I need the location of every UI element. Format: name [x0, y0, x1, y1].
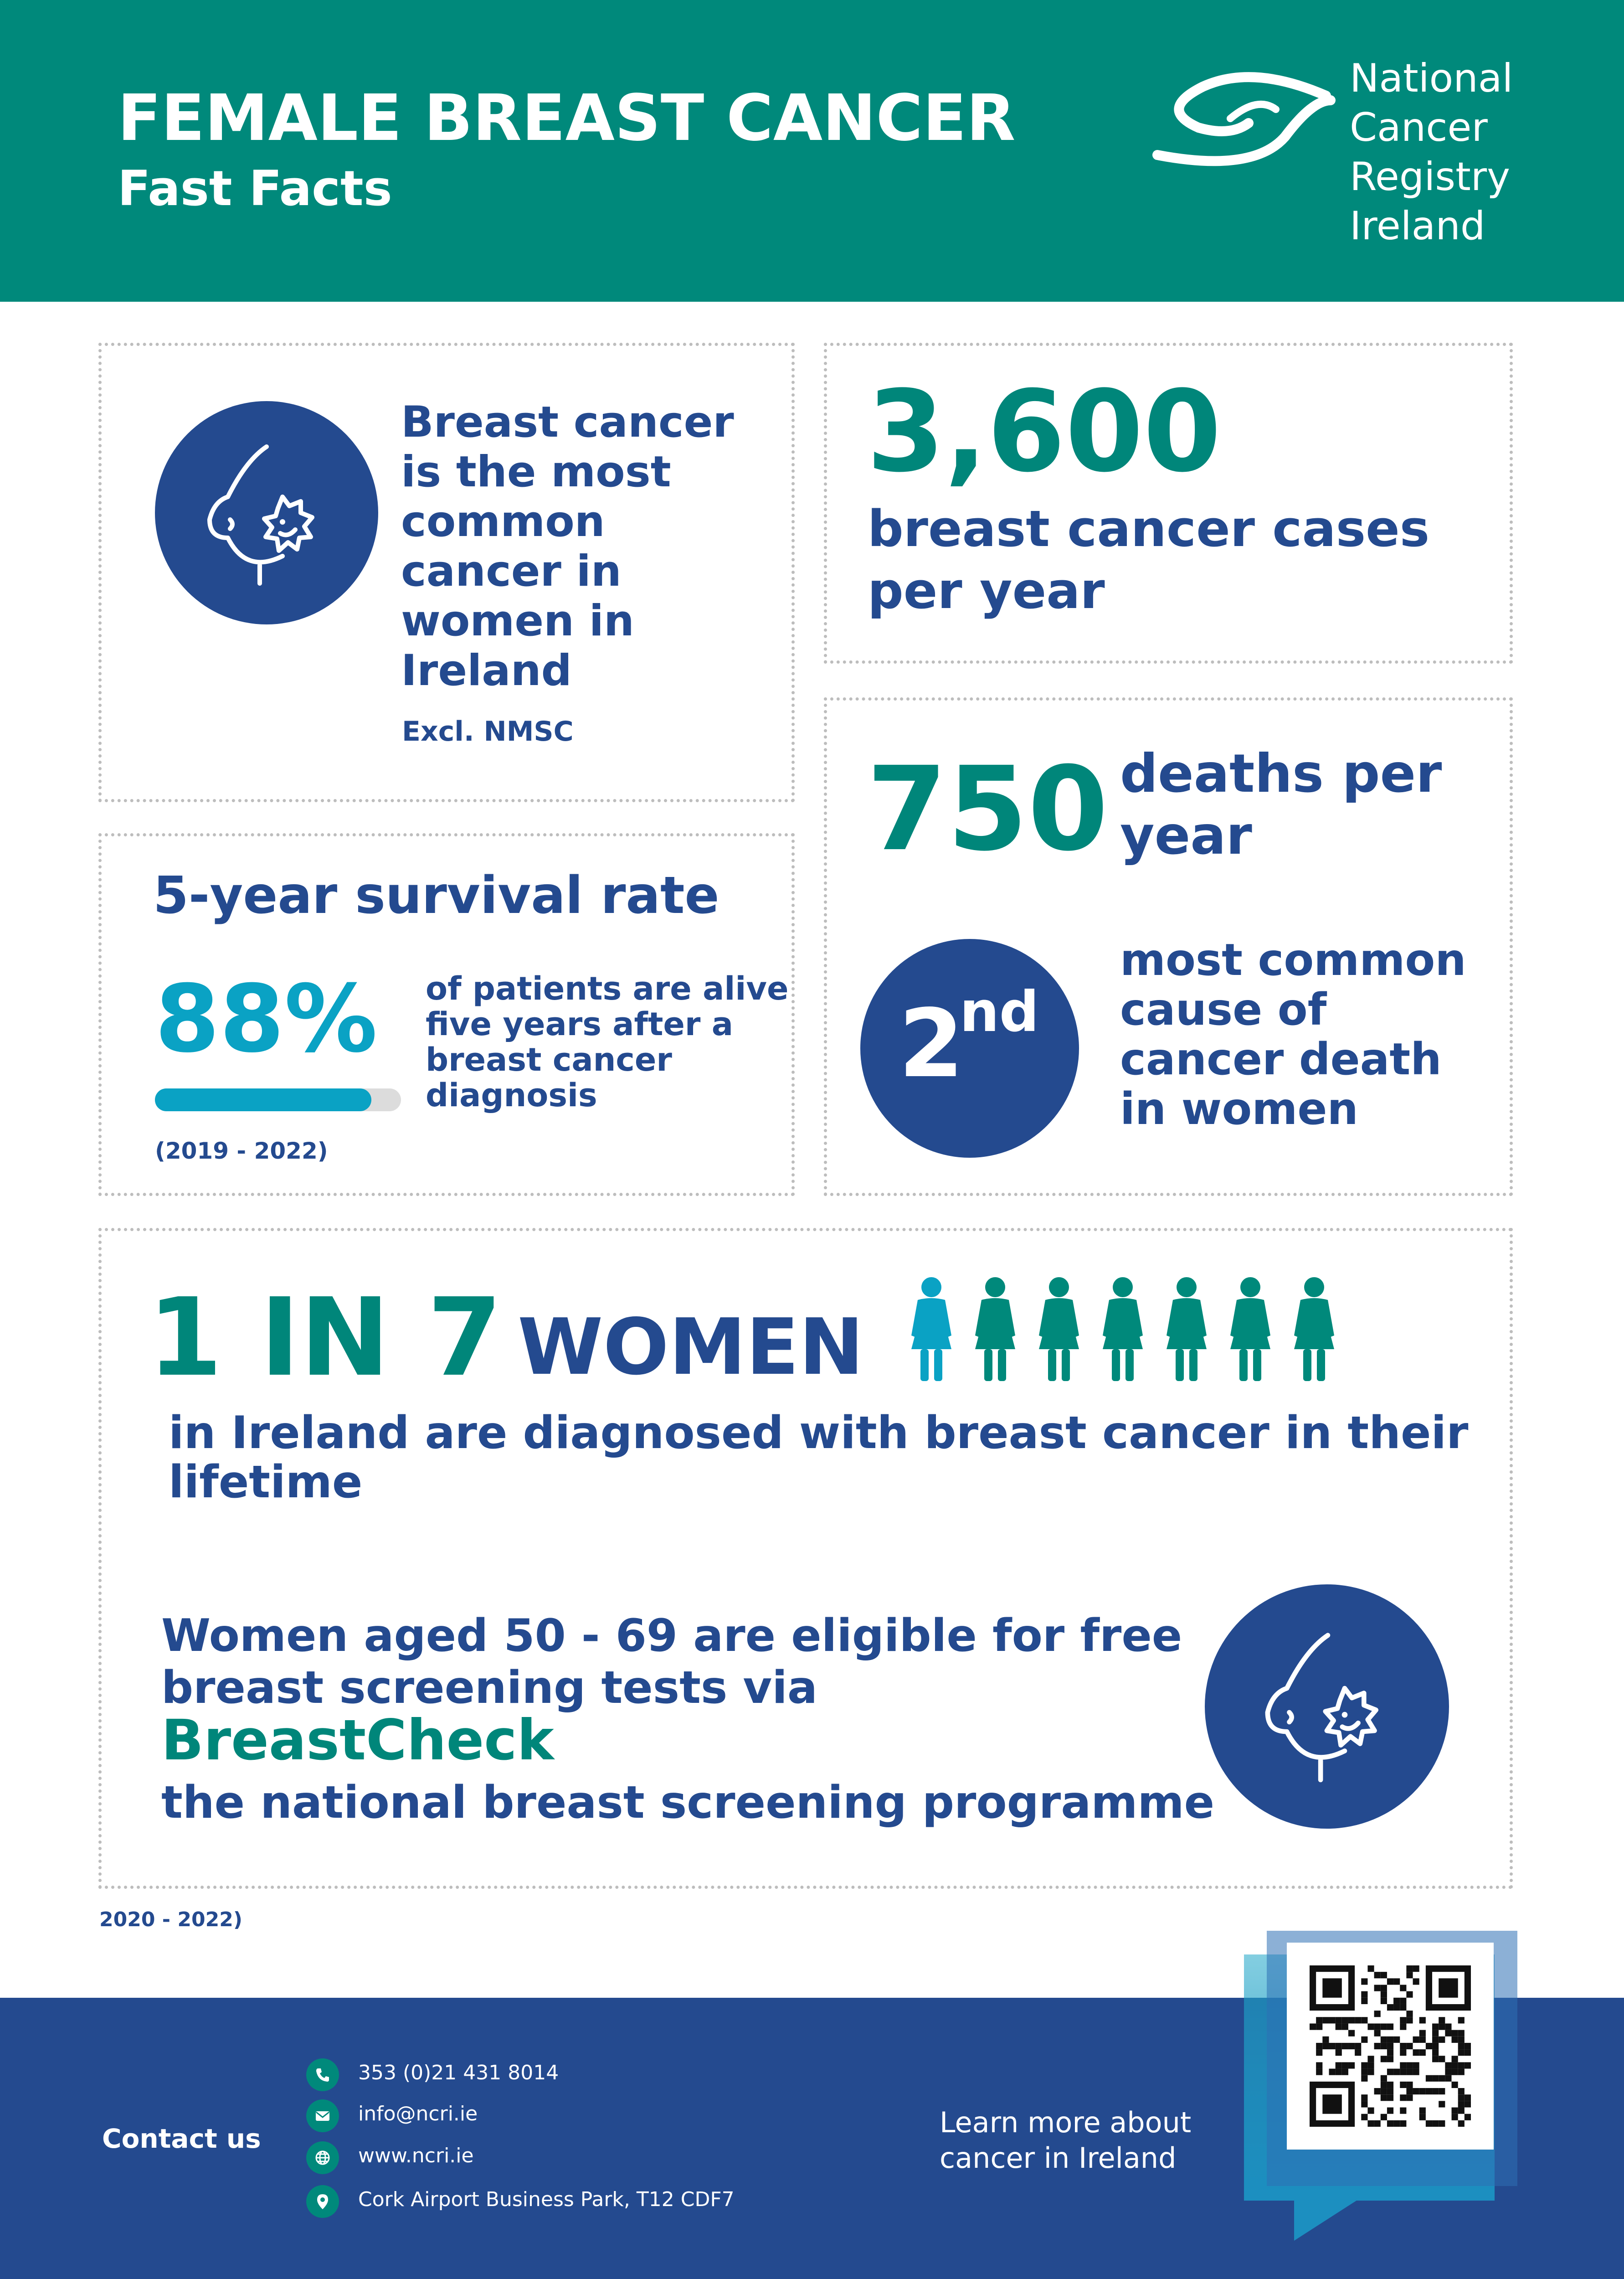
- woman-figure-icon: [1223, 1276, 1278, 1381]
- woman-figure-icon: [1095, 1276, 1150, 1381]
- lifetime-women: WOMEN: [518, 1302, 864, 1392]
- breast-icon-circle-2: [1205, 1584, 1449, 1829]
- women-figures: [904, 1276, 1346, 1381]
- org-name: National Cancer Registry Ireland: [1350, 56, 1513, 249]
- learn-more-text: Learn more about cancer in Ireland: [940, 2106, 1192, 2175]
- phone-icon: [306, 2058, 339, 2091]
- contact-phone[interactable]: 353 (0)21 431 8014: [358, 2061, 559, 2084]
- woman-figure-icon: [1032, 1276, 1086, 1381]
- rank-text: most common cause of cancer death in women: [1120, 934, 1466, 1134]
- breast-icon: [1248, 1621, 1408, 1789]
- page-title: FEMALE BREAST CANCER: [118, 81, 1016, 155]
- contact-label: Contact us: [102, 2123, 261, 2154]
- qr-code-icon: [1310, 1965, 1471, 2127]
- email-icon: [306, 2099, 339, 2132]
- most-common-text: Breast cancer is the most common cancer in women in Ireland: [401, 397, 734, 696]
- contact-address: Cork Airport Business Park, T12 CDF7: [358, 2188, 735, 2211]
- survival-percent: 88%: [155, 965, 378, 1073]
- woman-figure-icon: [1287, 1276, 1341, 1381]
- breast-icon-circle: [155, 401, 378, 624]
- rank-number: 2: [899, 989, 964, 1098]
- screening-tagline: the national breast screening programme: [161, 1777, 1215, 1829]
- survival-progress-track: [155, 1088, 401, 1111]
- woman-figure-icon: [904, 1276, 959, 1381]
- qr-code-panel[interactable]: [1287, 1943, 1494, 2150]
- lifetime-text: in Ireland are diagnosed with breast cancer in their lifetime: [169, 1407, 1469, 1508]
- cases-number: 3,600: [867, 367, 1222, 497]
- contact-website[interactable]: www.ncri.ie: [358, 2144, 474, 2167]
- contact-email[interactable]: info@ncri.ie: [358, 2102, 478, 2125]
- rank-suffix: nd: [960, 980, 1039, 1044]
- survival-progress-fill: [155, 1088, 371, 1111]
- breast-icon: [191, 433, 342, 593]
- rank-circle: [860, 939, 1079, 1158]
- woman-figure-icon: [968, 1276, 1023, 1381]
- survival-period: (2019 - 2022): [155, 1138, 328, 1164]
- exclusion-note: Excl. NMSC: [402, 716, 574, 748]
- screening-text: Women aged 50 - 69 are eligible for free breast screening tests via: [161, 1610, 1182, 1714]
- globe-icon: [306, 2141, 339, 2174]
- breastcheck-name: BreastCheck: [161, 1708, 554, 1773]
- woman-figure-icon: [1159, 1276, 1214, 1381]
- lifetime-ratio: 1 IN 7: [148, 1275, 503, 1400]
- location-pin-icon: [306, 2185, 339, 2218]
- survival-text: of patients are alive five years after a breast cancer diagnosis: [426, 970, 789, 1114]
- deaths-number: 750: [867, 742, 1109, 877]
- survival-title: 5-year survival rate: [153, 866, 719, 925]
- ncri-logo-icon: [1139, 68, 1340, 169]
- period-note: 2020 - 2022): [99, 1908, 242, 1931]
- page-subtitle: Fast Facts: [118, 160, 392, 217]
- deaths-text: deaths per year: [1120, 743, 1442, 866]
- cases-text: breast cancer cases per year: [868, 500, 1430, 620]
